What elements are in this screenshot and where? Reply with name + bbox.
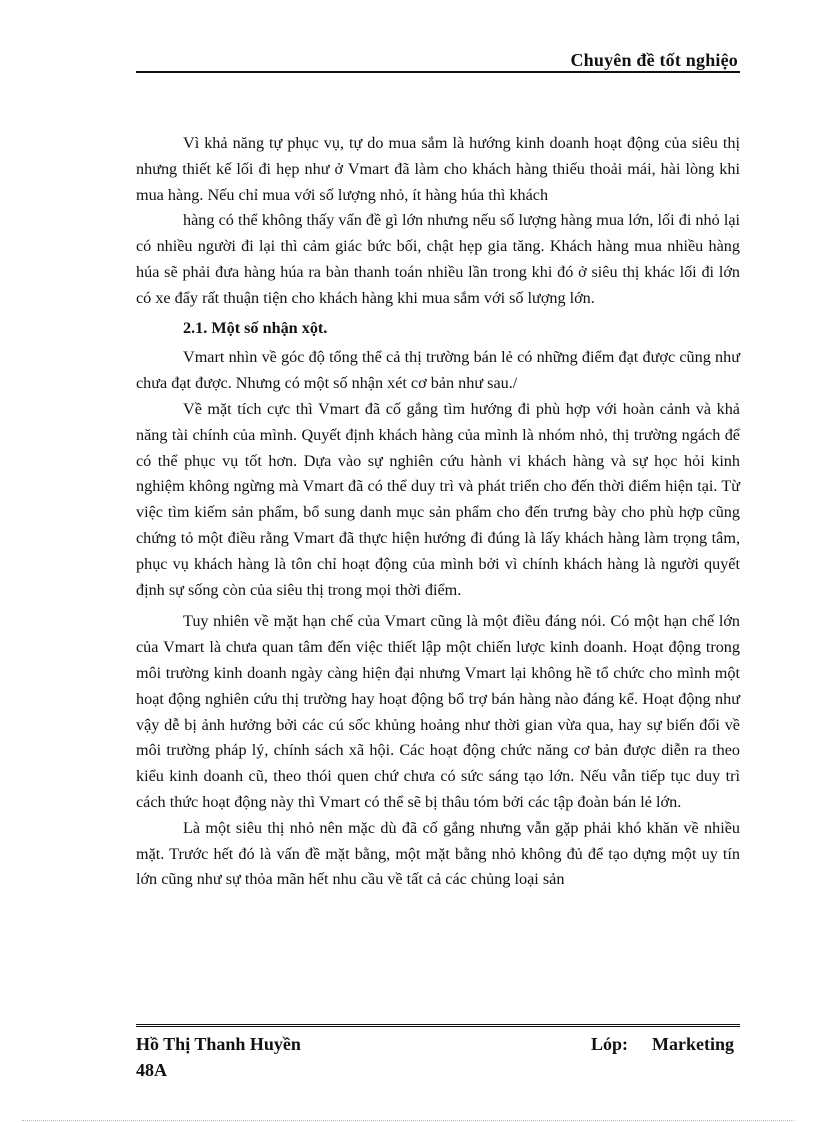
- footer-class-label: Lóp:: [591, 1034, 629, 1054]
- running-header-title: Chuyên đề tốt nghiệo: [570, 50, 738, 70]
- footer-class: [591, 1031, 734, 1057]
- header-divider: [136, 71, 740, 73]
- paragraph-intro-1: Vì khả năng tự phục vụ, tự do mua sắm là hướng kinh doanh hoạt động của siêu thị nhưng thiết kế lối đi hẹp như ở Vmart đã làm cho khách hàng thiếu thoải mái, hài lòng khi mua hàng. Nếu chỉ mua với số lượng nhỏ, ít hàng húa thì khách: [136, 134, 740, 204]
- document-body: [136, 131, 740, 893]
- page-bottom-edge: [22, 1120, 794, 1121]
- paragraph-overview: Vmart nhìn về góc độ tổng thể cả thị trường bán lẻ có những điểm đạt được cũng như chưa đạt được. Nhưng có một số nhận xét cơ bản như sau./: [136, 348, 740, 393]
- footer-class-suffix: 48A: [136, 1060, 167, 1080]
- footer-author: Hồ Thị Thanh Huyền: [136, 1034, 301, 1054]
- paragraph-limitations: Tuy nhiên về mặt hạn chế của Vmart cũng là một điều đáng nói. Có một hạn chế lớn của Vmart là chưa quan tâm đến việc thiết lập một chiến lược kinh doanh. Hoạt động trong môi trường kinh doanh ngày càng hiện đại nhưng Vmart lại không hề tổ chức cho mình một hoạt động nghiên cứu thị trường hay hoạt động bổ trợ bán hàng nào đáng kể. Hoạt động như vậy dễ bị ảnh hưởng bởi các cú sốc khủng hoảng như thời gian vừa qua, hay sự biến đổi về môi trường pháp lý, chính sách xã hội. Các hoạt động chức năng cơ bản được diễn ra theo kiểu kinh doanh cũ, theo thói quen chứ chưa có sức sáng tạo lớn. Nếu vẫn tiếp tục duy trì cách thức hoạt động này thì Vmart có thể sẽ bị thâu tóm bởi các tập đoàn bán lẻ lớn.: [136, 612, 740, 811]
- paragraph-positive: Về mặt tích cực thì Vmart đã cố gắng tìm hướng đi phù hợp với hoàn cảnh và khả năng tài chính của mình. Quyết định khách hàng của mình là nhóm nhỏ, thị trường ngách để có thể phục vụ tốt hơn. Dựa vào sự nghiên cứu hành vi khách hàng và sự học hỏi kinh nghiệm không ngừng mà Vmart đã có thể duy trì và phát triển cho đến thời điểm hiện tại. Từ việc tìm kiếm sản phẩm, bổ sung danh mục sản phẩm cho đến trưng bày cho phù hợp cũng chứng tỏ một điều rằng Vmart đã thực hiện hướng đi đúng là lấy khách hàng làm trọng tâm, phục vụ khách hàng là tôn chỉ hoạt động của mình bởi vì chính khách hàng là người quyết định sự sống còn của siêu thị trong mọi thời điểm.: [136, 399, 740, 599]
- paragraph-difficulties: Là một siêu thị nhỏ nên mặc dù đã cố gắng nhưng vẫn gặp phải khó khăn về nhiều mặt. Trước hết đó là vấn đề mặt bằng, một mặt bằng nhỏ không đủ để tạo dựng một uy tín lớn cũng như sự thỏa mãn hết nhu cầu về tất cả các chủng loại sản: [136, 818, 740, 889]
- paragraph-intro-2: hàng có thể không thấy vấn đề gì lớn nhưng nếu số lượng hàng mua lớn, lối đi nhỏ lại có nhiều người đi lại thì cảm giác bức bối, chật hẹp gia tăng. Khách hàng mua nhiều hàng húa sẽ phải đưa hàng húa ra bàn thanh toán nhiều lần trong khi đó ở siêu thị khác lối đi lớn có xe đẩy rất thuận tiện cho khách hàng khi mua sắm với số lượng lớn.: [136, 211, 740, 307]
- section-heading: 2.1. Một số nhận xột.: [183, 318, 328, 337]
- footer-class-name: Marketing: [652, 1034, 734, 1054]
- footer-divider: [136, 1024, 740, 1029]
